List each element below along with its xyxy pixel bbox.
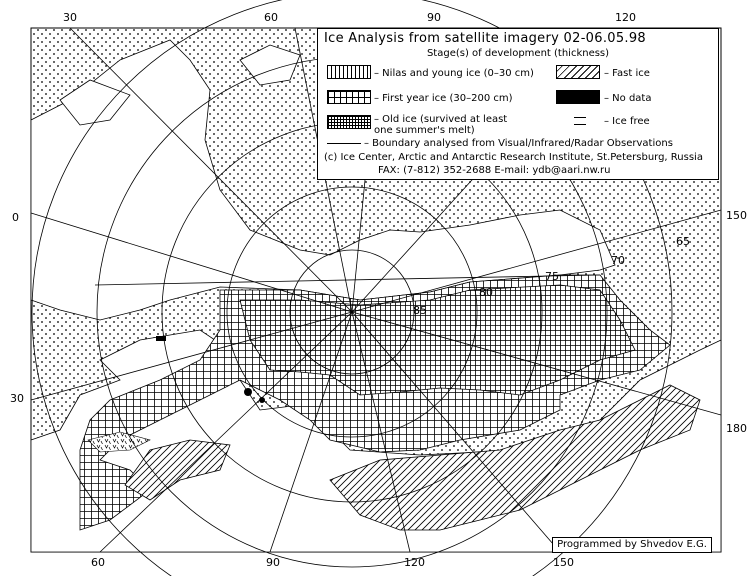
lon-label-bottom-150: 150 [553,556,574,569]
legend-contact: FAX: (7-812) 352-2688 E-mail: ydb@aari.nw.ru [378,165,611,176]
legend-institute: (c) Ice Center, Arctic and Antarctic Research Institute, St.Petersburg, Russia [324,152,703,163]
legend-item-boundary: – Boundary analysed from Visual/Infrared/Radar Observations [364,138,673,149]
legend-item-nilas: – Nilas and young ice (0–30 cm) [374,68,534,79]
swatch-no-data [556,90,600,104]
lat-label-85: 85 [413,304,427,317]
swatch-fast-ice [556,65,600,79]
lon-label-bottom-60: 60 [91,556,105,569]
lon-label-bottom-90: 90 [266,556,280,569]
lon-label-right-180: 180 [726,422,747,435]
lon-label-bottom-120: 120 [404,556,425,569]
legend-box [317,28,719,180]
swatch-boundary-line [327,143,361,144]
lat-label-70: 70 [611,254,625,267]
lon-label-top-120: 120 [615,11,636,24]
legend-title: Ice Analysis from satellite imagery 02-06.05.98 [324,31,646,46]
lon-label-top-60: 60 [264,11,278,24]
legend-item-old-ice-cont: one summer's melt) [374,125,475,136]
legend-item-ice-free: – Ice free [604,116,650,127]
lat-label-65: 65 [676,235,690,248]
lat-label-80: 80 [479,286,493,299]
lon-label-left-30: 30 [10,392,24,405]
lon-label-left-0: 0 [12,211,19,224]
swatch-ice-free [574,117,586,125]
swatch-nilas [327,65,371,79]
legend-item-fast-ice: – Fast ice [604,68,650,79]
legend-item-first-year: – First year ice (30–200 cm) [374,93,513,104]
swatch-old-ice [327,115,371,129]
lon-label-right-150: 150 [726,209,747,222]
legend-item-no-data: – No data [604,93,652,104]
lat-label-75: 75 [545,270,559,283]
lon-label-top-90: 90 [427,11,441,24]
lon-label-top-30: 30 [63,11,77,24]
legend-subtitle: Stage(s) of development (thickness) [426,48,610,59]
legend-item-old-ice: – Old ice (survived at least [374,114,508,125]
credit-label: Programmed by Shvedov E.G. [552,537,712,553]
swatch-first-year [327,90,371,104]
